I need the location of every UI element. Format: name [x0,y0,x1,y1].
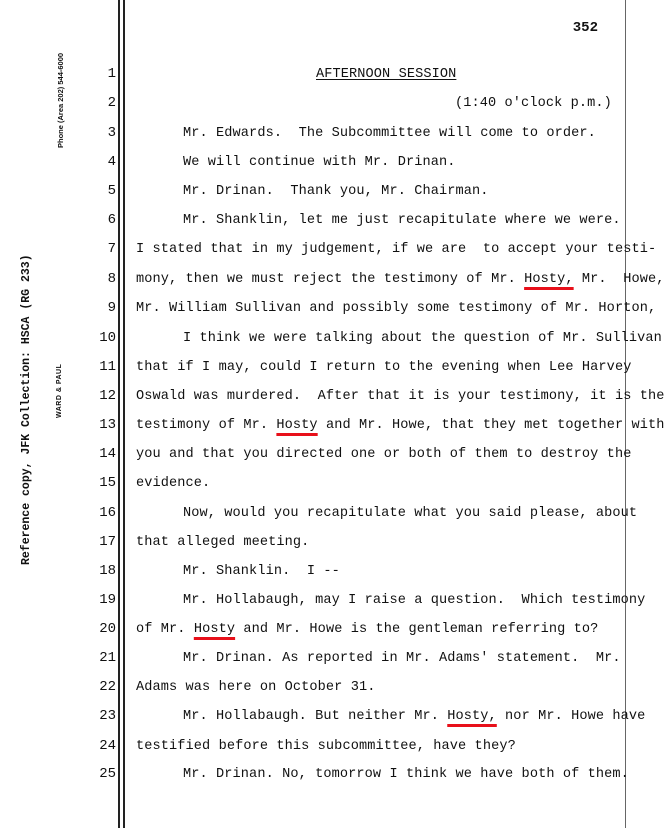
transcript-line [136,242,656,257]
line-number: 5 [107,183,116,199]
transcript-line [136,476,210,491]
archive-reference-note: Reference copy, JFK Collection: HSCA (RG 233) [20,254,33,565]
page-number: 352 [572,20,598,36]
line-text: that if I may, could I return to the evening when Lee Harvey [136,360,632,375]
left-margin-rule-outer [118,0,120,828]
line-number: 10 [99,330,116,346]
left-margin-rule-inner [123,0,125,828]
transcript-line [183,331,662,346]
line-number: 2 [107,95,116,111]
line-number: 15 [99,475,116,491]
line-text: Mr. Drinan. As reported in Mr. Adams' statement. Mr. [183,651,621,666]
line-number: 12 [99,388,116,404]
transcript-line [183,564,340,579]
line-number: 24 [99,738,116,754]
line-text: Mr. Howe, [573,272,665,287]
line-text: Mr. Shanklin. I -- [183,564,340,579]
line-text: evidence. [136,476,211,491]
line-text: (1:40 o'clock p.m.) [455,96,612,111]
line-text: Adams was here on October 31. [136,680,376,695]
line-number: 9 [107,300,116,316]
line-text: testimony of Mr. [136,418,277,433]
line-text: Mr. Hollabaugh. But neither Mr. [183,709,448,724]
transcript-line [136,389,664,404]
transcript-line [136,680,375,695]
transcript-line [183,506,637,521]
session-title [316,67,456,82]
transcript-line [136,535,309,550]
line-text: and Mr. Howe, that they met together with [317,418,665,433]
line-text: Oswald was murdered. After that it is your testimony, it is the [136,389,665,404]
line-text: Mr. Edwards. The Subcommittee will come to order. [183,126,596,141]
line-text: you and that you directed one or both of them to destroy the [136,447,632,462]
line-number: 1 [107,66,116,82]
line-text: Mr. Drinan. Thank you, Mr. Chairman. [183,184,489,199]
line-text: and Mr. Howe is the gentleman referring to? [235,622,599,637]
line-number: 13 [99,417,116,433]
line-text: Mr. Shanklin, let me just recapitulate where we were. [183,213,621,228]
line-number: 3 [107,125,116,141]
line-number: 14 [99,446,116,462]
reporter-phone-note: Phone (Area 202) 544-6000 [56,52,65,148]
transcript-line [136,301,656,316]
line-text: I think we were talking about the question of Mr. Sullivan [183,331,662,346]
line-number: 22 [99,679,116,695]
transcript-line [183,767,629,782]
transcript-line [183,593,645,608]
line-number: 4 [107,154,116,170]
transcript-line [455,96,612,111]
transcript-line [183,709,645,724]
line-number: 11 [99,359,116,375]
right-margin-rule [625,0,626,828]
highlighted-name: Hosty, [447,709,497,724]
transcript-line [183,155,456,170]
line-text: Now, would you recapitulate what you said please, about [183,506,638,521]
line-text: nor Mr. Howe have [496,709,646,724]
transcript-line [136,418,665,433]
line-number: 18 [99,563,116,579]
line-text: testified before this subcommittee, have they? [136,739,516,754]
transcript-line [136,739,516,754]
line-number: 17 [99,534,116,550]
line-number: 16 [99,505,116,521]
line-number: 6 [107,212,116,228]
line-number: 25 [99,766,116,782]
line-text: of Mr. [136,622,194,637]
title-text: AFTERNOON SESSION [316,67,457,82]
line-text: We will continue with Mr. Drinan. [183,155,456,170]
line-number: 23 [99,708,116,724]
line-number: 19 [99,592,116,608]
highlighted-name: Hosty [276,418,318,433]
line-number: 21 [99,650,116,666]
transcript-line [183,126,596,141]
highlighted-name: Hosty [193,622,236,637]
transcript-line [183,651,621,666]
transcript-line [136,622,598,637]
line-number: 20 [99,621,116,637]
line-text: Mr. Drinan. No, tomorrow I think we have both of them. [183,767,629,782]
line-number: 7 [107,241,116,257]
transcript-line [183,184,489,199]
transcript-line [183,213,621,228]
highlighted-name: Hosty, [524,272,574,287]
reporting-firm-name: WARD & PAUL [56,363,63,418]
transcript-line [136,272,665,287]
line-text: mony, then we must reject the testimony of Mr. [136,272,525,287]
transcript-line [136,360,631,375]
line-text: Mr. Hollabaugh, may I raise a question. Which testimony [183,593,646,608]
transcript-line [136,447,631,462]
line-text: Mr. William Sullivan and possibly some testimony of Mr. Horton, [136,301,657,316]
line-number: 8 [107,271,116,287]
line-text: that alleged meeting. [136,535,310,550]
line-text: I stated that in my judgement, if we are to accept your testi- [136,242,657,257]
